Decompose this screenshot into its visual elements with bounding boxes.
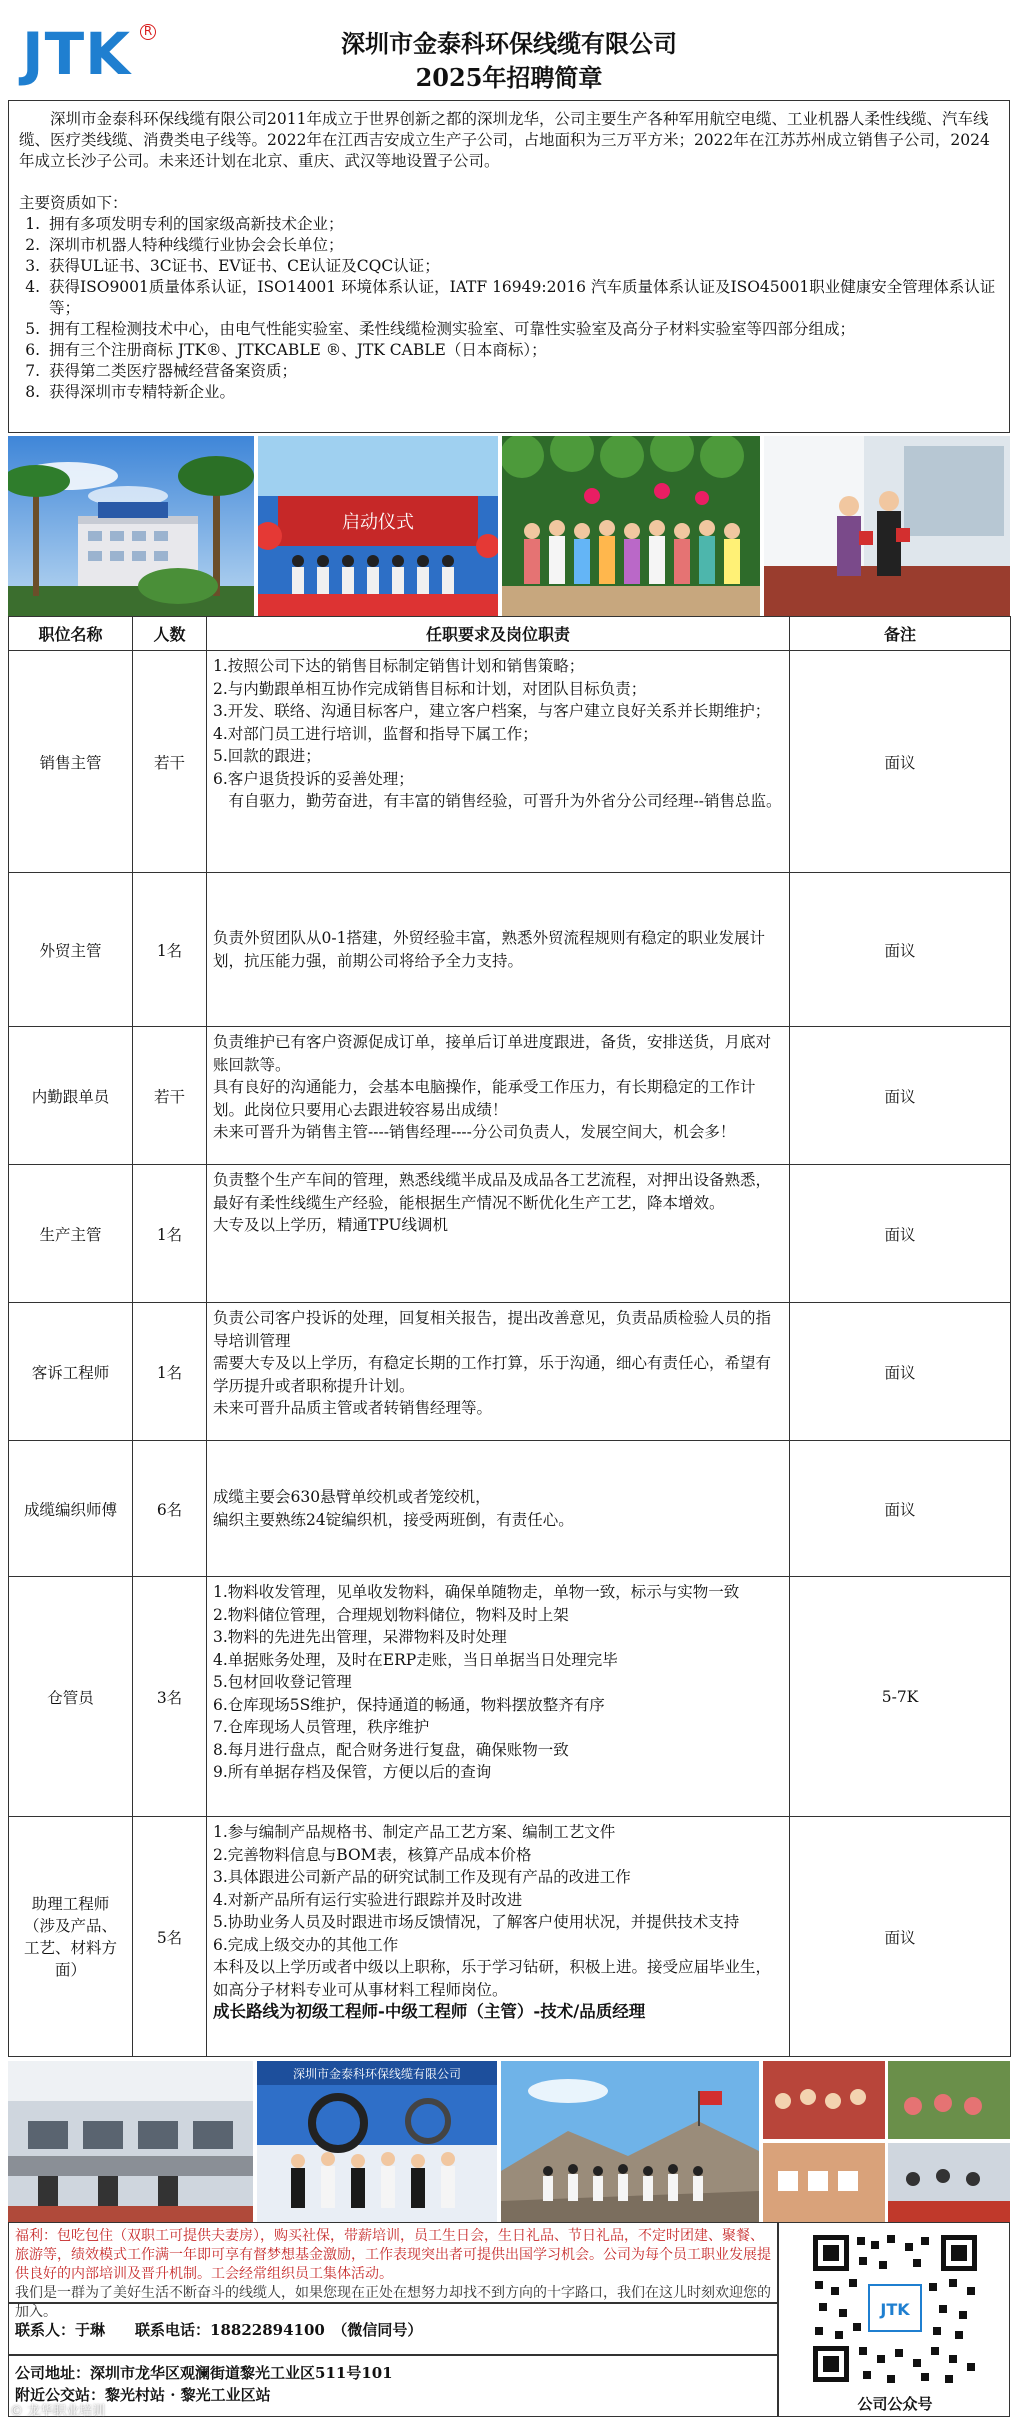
duty-line: 1.物料收发管理，见单收发物料，确保单随物走，单物一致，标示与实物一致 (213, 1583, 740, 1601)
registered-mark: R (140, 24, 156, 40)
qualification-item: 2. 深圳市机器人特种线缆行业协会会长单位； (45, 235, 999, 256)
qr-logo-text: JTK (880, 2300, 910, 2319)
nearby-bus-stops: 附近公交站：黎光村站 · 黎光工业区站 (15, 2386, 271, 2404)
job-title: 生产主管 (9, 1165, 133, 1303)
company-intro (8, 100, 1010, 433)
job-title: 助理工程师（涉及产品、工艺、材料方面） (9, 1817, 133, 2057)
job-count: 1名 (133, 1165, 207, 1303)
duty-line: 3.物料的先进先出管理，呆滞物料及时处理 (213, 1628, 507, 1646)
duty-line: 3.开发、联络、沟通目标客户，建立客户档案，与客户建立良好关系并长期维护； (213, 702, 771, 720)
contact-info (8, 2303, 778, 2355)
duty-line: 成缆主要会630悬臂单绞机或者笼绞机， (213, 1488, 491, 1506)
qualification-item: 4. 获得ISO9001质量体系认证，ISO14001 环境体系认证，IATF 16949:2016 汽车质量体系认证及ISO45001职业健康安全管理体系认证等； (45, 277, 999, 319)
job-count: 1名 (133, 1303, 207, 1441)
qualification-item: 7. 获得第二类医疗器械经营备案资质； (45, 361, 999, 382)
duty-line: 4.对部门员工进行培训，监督和指导下属工作； (213, 724, 538, 743)
photo-mountain-trip (501, 2061, 759, 2222)
duty-line: 4.对新产品所有运行实验进行跟踪并及时改进 (213, 1890, 523, 1909)
duty-line: 编织主要熟练24锭编织机，接受两班倒，有责任心。 (213, 1510, 574, 1529)
booth-sign-text: 深圳市金泰科环保线缆有限公司 (292, 2067, 462, 2081)
photo-strip-bottom (8, 2061, 1010, 2222)
contact-person: 联系人：于琳 (15, 2320, 106, 2339)
page-header (0, 0, 1018, 100)
job-duties (207, 1441, 790, 1577)
photo-campus (8, 436, 254, 616)
job-count: 6名 (133, 1441, 207, 1577)
photo-gifts (764, 436, 1010, 616)
job-note: 面议 (790, 1303, 1011, 1441)
duty-line: 5.包材回收登记管理 (213, 1673, 352, 1691)
qualification-item: 1. 拥有多项发明专利的国家级高新技术企业； (45, 214, 999, 235)
career-path: 成长路线为初级工程师-中级工程师（主管）-技术/品质经理 (213, 2002, 646, 2021)
banner-text: 启动仪式 (342, 512, 414, 533)
qualification-item: 8. 获得深圳市专精特新企业。 (45, 382, 999, 403)
header-count: 人数 (133, 617, 207, 651)
job-count: 若干 (133, 1027, 207, 1165)
photo-team-event (502, 436, 760, 616)
photo-ceremony (258, 436, 498, 616)
job-count: 5名 (133, 1817, 207, 2057)
duty-line: 8.每月进行盘点，配合财务进行复盘，确保账物一致 (213, 1740, 569, 1759)
watermark: © 龙华职业培训 (10, 2404, 106, 2419)
company-logo: JTK (22, 20, 132, 88)
duty-line: 6.完成上级交办的其他工作 (213, 1935, 399, 1954)
job-duties (207, 1817, 790, 2057)
qr-label: 公司公众号 (857, 2395, 933, 2413)
intro-paragraph: 深圳市金泰科环保线缆有限公司2011年成立于世界创新之都的深圳龙华，公司主要生产各种军用航空电缆、工业机器人柔性线缆、汽车线缆、医疗类线缆、消费类电子线等。2022年在江西吉安成立生产子公司，占地面积为三万平方米；2022年在江苏苏州成立销售子公司，2024年成立长沙子公司。未来还计划在北京、重庆、武汉等地设置子公司。 (19, 110, 990, 170)
duty-line: 负责维护已有客户资源促成订单，接单后订单进度跟进，备货，安排送货，月底对账回款等。 (213, 1033, 772, 1074)
table-row (9, 1303, 1011, 1441)
table-row (9, 1027, 1011, 1165)
job-note: 5-7K (790, 1577, 1011, 1817)
table-row (9, 1441, 1011, 1577)
duty-line: 6.仓库现场5S维护，保持通道的畅通，物料摆放整齐有序 (213, 1695, 605, 1714)
duty-line: 大专及以上学历，精通TPU线调机 (213, 1216, 449, 1234)
duty-line: 未来可晋升为销售主管----销售经理----分公司负责人，发展空间大，机会多！ (213, 1123, 736, 1141)
duty-line: 本科及以上学历或者中级以上职称，乐于学习钻研，积极上进。接受应届毕业生，如高分子材料专业可从事材料工程师岗位。 (213, 1958, 772, 1999)
duty-line: 5.协助业务人员及时跟进市场反馈情况，了解客户使用状况，并提供技术支持 (213, 1913, 740, 1931)
photo-strip-top (8, 436, 1010, 616)
header-duties: 任职要求及岗位职责 (207, 617, 790, 651)
duty-line: 3.具体跟进公司新产品的研究试制工作及现有产品的改进工作 (213, 1868, 631, 1886)
table-row (9, 651, 1011, 873)
duty-line: 4.单据账务处理，及时在ERP走账，当日单据当日处理完毕 (213, 1650, 618, 1669)
duty-line: 1.按照公司下达的销售目标制定销售计划和销售策略； (213, 657, 585, 675)
job-duties (207, 873, 790, 1027)
job-count: 若干 (133, 651, 207, 873)
qr-panel (778, 2222, 1010, 2417)
job-title: 成缆编织师傅 (9, 1441, 133, 1577)
company-address: 公司地址：深圳市龙华区观澜街道黎光工业区511号101 (15, 2364, 393, 2382)
job-duties (207, 651, 790, 873)
table-header-row (9, 617, 1011, 651)
duty-line: 2.与内勤跟单相互协作完成销售目标和计划，对团队目标负责； (213, 679, 647, 698)
table-row (9, 1165, 1011, 1303)
duty-line: 有自驱力，勤劳奋进，有丰富的销售经验，可晋升为外省分公司经理--销售总监。 (213, 792, 782, 810)
photo-collage (763, 2061, 1010, 2222)
benefits-box (8, 2222, 778, 2320)
job-note: 面议 (790, 1817, 1011, 2057)
job-title: 外贸主管 (9, 873, 133, 1027)
header-position: 职位名称 (9, 617, 133, 651)
qualifications-title: 主要资质如下： (19, 194, 128, 212)
duty-line: 负责公司客户投诉的处理，回复相关报告，提出改善意见，负责品质检验人员的指导培训管理 (213, 1309, 772, 1350)
duty-line: 负责整个生产车间的管理，熟悉线缆半成品及成品各工艺流程，对押出设备熟悉，最好有柔性线缆生产经验，能根据生产情况不断优化生产工艺，降本增效。 (213, 1171, 772, 1212)
qualification-item: 6. 拥有三个注册商标 JTK®、JTKCABLE ®、JTK CABLE（日本商标）； (45, 340, 999, 361)
photo-office (8, 2061, 253, 2222)
duty-line: 需要大专及以上学历，有稳定长期的工作打算，乐于沟通，细心有责任心，希望有学历提升或者职称提升计划。 (213, 1354, 772, 1395)
recruitment-title: 2025年招聘简章 (415, 63, 603, 92)
duty-line: 具有良好的沟通能力，会基本电脑操作，能承受工作压力，有长期稳定的工作计划。此岗位只要用心去跟进较容易出成绩！ (213, 1078, 756, 1119)
job-title: 客诉工程师 (9, 1303, 133, 1441)
company-title: 深圳市金泰科环保线缆有限公司 (341, 29, 677, 58)
header-note: 备注 (790, 617, 1011, 651)
address-box (8, 2355, 778, 2417)
duty-line: 负责外贸团队从0-1搭建，外贸经验丰富，熟悉外贸流程规则有稳定的职业发展计划，抗压能力强，前期公司将给予全力支持。 (213, 929, 765, 970)
job-table (8, 616, 1011, 2057)
duty-line: 未来可晋升品质主管或者转销售经理等。 (213, 1399, 493, 1417)
job-note: 面议 (790, 873, 1011, 1027)
job-duties (207, 1577, 790, 1817)
slogan-text: 我们是一群为了美好生活不断奋斗的线缆人，如果您现在正处在想努力却找不到方向的十字路口，我们在这儿时刻欢迎您的加入。 (15, 2285, 771, 2320)
job-note: 面议 (790, 1165, 1011, 1303)
job-note: 面议 (790, 1027, 1011, 1165)
duty-line: 2.物料储位管理，合理规划物料储位，物料及时上架 (213, 1605, 569, 1624)
duty-line: 1.参与编制产品规格书、制定产品工艺方案、编制工艺文件 (213, 1823, 616, 1841)
job-note: 面议 (790, 1441, 1011, 1577)
table-row (9, 1577, 1011, 1817)
job-count: 1名 (133, 873, 207, 1027)
job-duties (207, 1027, 790, 1165)
duty-line: 2.完善物料信息与BOM表，核算产品成本价格 (213, 1845, 532, 1864)
job-note: 面议 (790, 651, 1011, 873)
qualification-item: 5. 拥有工程检测技术中心，由电气性能实验室、柔性线缆检测实验室、可靠性实验室及高分子材料实验室等四部分组成； (45, 319, 999, 340)
photo-exhibition (257, 2061, 497, 2222)
duty-line: 9.所有单据存档及保管，方便以后的查询 (213, 1763, 492, 1781)
contact-phone: 联系电话：18822894100 （微信同号） (135, 2320, 423, 2339)
job-count: 3名 (133, 1577, 207, 1817)
qr-code-icon[interactable] (809, 2231, 981, 2386)
job-title: 内勤跟单员 (9, 1027, 133, 1165)
duty-line: 5.回款的跟进； (213, 747, 321, 765)
duty-line: 6.客户退货投诉的妥善处理； (213, 769, 414, 788)
job-duties (207, 1303, 790, 1441)
qualifications-list (45, 214, 999, 403)
duty-line: 7.仓库现场人员管理，秩序维护 (213, 1718, 430, 1736)
table-row (9, 1817, 1011, 2057)
qualification-item: 3. 获得UL证书、3C证书、EV证书、CE认证及CQC认证； (45, 256, 999, 277)
benefits-text: 福利：包吃包住（双职工可提供夫妻房），购买社保，带薪培训，员工生日会，生日礼品、节日礼品，不定时团建、聚餐、旅游等，绩效模式工作满一年即可享有督梦想基金激励，工作表现突出者可提供出国学习机会。公司为每个员工职业发展提供良好的内部培训及晋升机制。工会经常组织员工集体活动。 (15, 2228, 771, 2282)
table-row (9, 873, 1011, 1027)
job-title: 仓管员 (9, 1577, 133, 1817)
job-duties (207, 1165, 790, 1303)
job-title: 销售主管 (9, 651, 133, 873)
